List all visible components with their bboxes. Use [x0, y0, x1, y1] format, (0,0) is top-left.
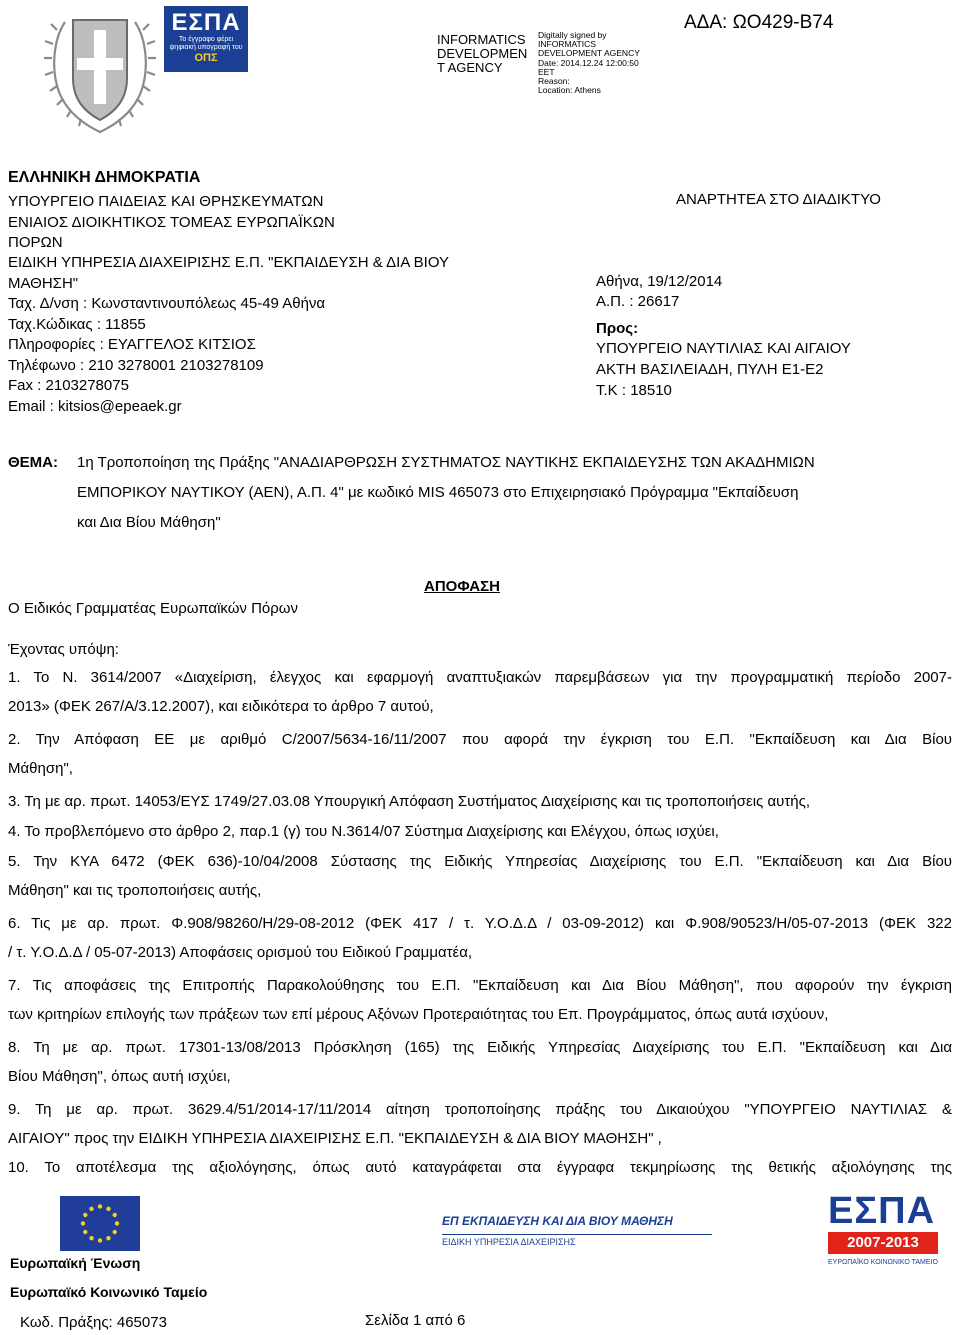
list-item-line: 10. Το αποτέλεσμα της αξιολόγησης, όπως αυτό καταγράφεται στα έγγραφα τεκμηρίωσης της θετικής αξιολόγησης της [8, 1159, 952, 1176]
protocol-number: Α.Π. : 26617 [596, 293, 680, 310]
decision-issuer: Ο Ειδικός Γραμματέας Ευρωπαϊκών Πόρων [8, 600, 299, 617]
sender-address: Ταχ. Δ/νση : Κωνσταντινουπόλεως 45-49 Αθήνα [8, 295, 326, 312]
espa-logo-sub: ΟΠΣ [194, 52, 218, 64]
project-code: Κωδ. Πράξης: 465073 [20, 1314, 167, 1331]
sender-line: ΕΝΙΑΙΟΣ ΔΙΟΙΚΗΤΙΚΟΣ ΤΟΜΕΑΣ ΕΥΡΩΠΑΪΚΩΝ [8, 214, 335, 231]
recipient-label: Προς: [596, 320, 639, 337]
sender-line: ΕΛΛΗΝΙΚΗ ΔΗΜΟΚΡΑΤΙΑ [8, 169, 201, 186]
list-item-line: 3. Τη με αρ. πρωτ. 14053/ΕΥΣ 1749/27.03.08 Υπουργική Απόφαση Συστήματος Διαχείρισης και τις τροποποιήσεις αυτής, [8, 793, 810, 810]
eu-star-icon [98, 1204, 102, 1208]
list-item-line: 1. Το Ν. 3614/2007 «Διαχείριση, έλεγχος και εφαρμογή αναπτυξιακών παρεμβάσεων για την προγραμματική περίοδο 2007- [8, 669, 952, 686]
list-item [8, 791, 952, 812]
signature-line: Reason: [538, 76, 570, 87]
recipient-line: ΥΠΟΥΡΓΕΙΟ ΝΑΥΤΙΛΙΑΣ ΚΑΙ ΑΙΓΑΙΟΥ [596, 340, 851, 357]
list-item-line: 8. Τη με αρ. πρωτ. 17301-13/08/2013 Πρόσκληση (165) της Ειδικής Υπηρεσίας Διαχείρισης του Ε.Π. "Εκπαίδευση και Δια [8, 1039, 952, 1056]
eu-star-icon [106, 1207, 110, 1211]
ada-code: ΑΔΑ: ΩΟ429-Β74 [684, 12, 834, 33]
list-item [8, 821, 952, 842]
greek-coat-of-arms-icon [25, 0, 175, 150]
subject-line: ΕΜΠΟΡΙΚΟΥ ΝΑΥΤΙΚΟΥ (ΑΕΝ), Α.Π. 4" με κωδικό MIS 465073 στο Επιχειρησιακό Πρόγραμμα "Εκπαίδευση [77, 484, 799, 501]
eu-star-icon [115, 1221, 119, 1225]
recipient-line: ΑΚΤΗ ΒΑΣΙΛΕΙΑΔΗ, ΠΥΛΗ Ε1-Ε2 [596, 361, 824, 378]
list-item-line: Μάθηση", [8, 760, 73, 777]
list-item-line: 2013» (ΦΕΚ 267/Α/3.12.2007), και ειδικότερα το άρθρο 7 αυτού, [8, 698, 434, 715]
sender-contact-person: Πληροφορίες : ΕΥΑΓΓΕΛΟΣ ΚΙΤΣΙΟΣ [8, 336, 256, 353]
signature-line: Date: 2014.12.24 12:00:50 [538, 57, 639, 68]
subject-label: ΘΕΜΑ: [8, 454, 58, 471]
eu-star-icon [83, 1213, 87, 1217]
eu-star-icon [83, 1230, 87, 1234]
list-item [8, 913, 952, 963]
eu-star-icon [98, 1238, 102, 1242]
subject-line: και Δια Βίου Μάθηση" [77, 514, 221, 531]
sender-postal-code: Ταχ.Κώδικας : 11855 [8, 316, 146, 333]
document-date: Αθήνα, 19/12/2014 [596, 273, 723, 290]
espa-ops-logo [164, 6, 248, 72]
signer-name [437, 33, 527, 75]
list-item [8, 851, 952, 901]
list-item-line: 9. Τη με αρ. πρωτ. 3629.4/51/2014-17/11/2014 αίτηση τροποποίησης πράξης του Δικαιούχου "ΥΠΟΥΡΓΕΙΟ ΝΑΥΤΙΛΙΑΣ & [8, 1101, 952, 1118]
eu-star-icon [106, 1236, 110, 1240]
page-number: Σελίδα 1 από 6 [365, 1312, 466, 1329]
sender-line: ΕΙΔΙΚΗ ΥΠΗΡΕΣΙΑ ΔΙΑΧΕΙΡΙΣΗΣ Ε.Π. "ΕΚΠΑΙΔΕΥΣΗ & ΔΙΑ ΒΙΟΥ [8, 254, 450, 271]
subject-line: 1η Τροποποίηση της Πράξης "ΑΝΑΔΙΑΡΘΡΩΣΗ ΣΥΣΤΗΜΑΤΟΣ ΝΑΥΤΙΚΗΣ ΕΚΠΑΙΔΕΥΣΗΣ ΤΩΝ ΑΚΑΔΗΜΙΩΝ [77, 454, 815, 471]
decision-title: ΑΠΟΦΑΣΗ [424, 578, 500, 595]
sender-fax: Fax : 2103278075 [8, 377, 129, 394]
signature-line: INFORMATICS [538, 39, 596, 50]
posting-note: ΑΝΑΡΤΗΤΕΑ ΣΤΟ ΔΙΑΔΙΚΤΥΟ [676, 191, 881, 208]
sender-email: Email : kitsios@epeaek.gr [8, 398, 182, 415]
espa-logo-bottom [828, 1190, 946, 1286]
list-item-line: Μάθηση" και τις τροποποιήσεις αυτής, [8, 882, 262, 899]
list-item [8, 729, 952, 779]
signer-name-line: DEVELOPMEN [437, 46, 528, 61]
esf-label: Ευρωπαϊκό Κοινωνικό Ταμείο [10, 1284, 208, 1300]
list-item [8, 1037, 952, 1087]
eu-star-icon [89, 1236, 93, 1240]
list-item-line: / τ. Υ.Ο.Δ.Δ / 05-07-2013) Αποφάσεις ορισμού του Ειδικού Γραμματέα, [8, 944, 473, 961]
list-item-line: των κριτηρίων επιλογής των πράξεων των επί μέρους Αξόνων Προτεραιότητας του Επ. Προγράμματος, όπως αυτά ισχύουν, [8, 1006, 829, 1023]
program-logo-text: ΕΠ ΕΚΠΑΙΔΕΥΣΗ ΚΑΙ ΔΙΑ ΒΙΟΥ ΜΑΘΗΣΗ [442, 1214, 673, 1228]
sender-line: ΜΑΘΗΣΗ" [8, 275, 79, 292]
list-item [8, 975, 952, 1025]
sender-line: ΥΠΟΥΡΓΕΙΟ ΠΑΙΔΕΙΑΣ ΚΑΙ ΘΡΗΣΚΕΥΜΑΤΩΝ [8, 193, 324, 210]
digital-signature-block [538, 31, 640, 95]
sender-line: ΠΟΡΩΝ [8, 234, 63, 251]
list-item-line: Βίου Μάθηση", όπως αυτή ισχύει, [8, 1068, 231, 1085]
espa-logo-caption: Το έγγραφο φέρει ψηφιακή υπογραφή του [169, 36, 243, 51]
eu-label: Ευρωπαϊκή Ένωση [10, 1255, 141, 1271]
list-item [8, 667, 952, 717]
list-item-line: 2. Την Απόφαση ΕΕ με αριθμό C/2007/5634-16/11/2007 που αφορά την έγκριση του Ε.Π. "Εκπαίδευση και Δια Βίου [8, 731, 952, 748]
espa-bottom-caption: ΕΥΡΩΠΑΪΚΟ ΚΟΙΝΩΝΙΚΟ ΤΑΜΕΙΟ [828, 1259, 938, 1266]
espa-bottom-text: ΕΣΠΑ [828, 1190, 936, 1232]
eu-star-icon [113, 1230, 117, 1234]
signer-name-line: T AGENCY [437, 60, 503, 75]
eu-star-icon [89, 1207, 93, 1211]
signer-name-line: INFORMATICS [437, 32, 526, 47]
list-item-line: 7. Τις αποφάσεις της Επιτροπής Παρακολούθησης του Ε.Π. "Εκπαίδευση και Δια Βίου Μάθηση", που αφορούν την έγκριση [8, 977, 952, 994]
list-item [8, 1099, 952, 1149]
recipient-line: Τ.Κ : 18510 [596, 382, 672, 399]
list-item-line: 5. Την ΚΥΑ 6472 (ΦΕΚ 636)-10/04/2008 Σύστασης της Ειδικής Υπηρεσίας Διαχείρισης του Ε.Π. "Εκπαίδευση και Δια Βίου [8, 853, 952, 870]
eu-star-icon [81, 1221, 85, 1225]
signature-line: Digitally signed by [538, 30, 607, 40]
signature-line: Location: Athens [538, 85, 601, 96]
list-item-line: 4. Το προβλεπόμενο στο άρθρο 2, παρ.1 (γ) του Ν.3614/07 Σύστημα Διαχείρισης και Ελέγχου, όπως ισχύει, [8, 823, 719, 840]
signature-line: DEVELOPMENT AGENCY [538, 48, 640, 59]
eu-flag-icon [60, 1196, 140, 1251]
list-item-line: 6. Τις με αρ. πρωτ. Φ.908/98260/Η/29-08-2012 (ΦΕΚ 417 / τ. Υ.Ο.Δ.Δ / 03-09-2012) και Φ.908/90523/Η/05-07-2013 (ΦΕΚ 322 [8, 915, 952, 932]
program-logo [442, 1206, 712, 1256]
espa-logo-text: ΕΣΠΑ [171, 9, 241, 36]
list-item-line: ΑΙΓΑΙΟΥ" προς την ΕΙΔΙΚΗ ΥΠΗΡΕΣΙΑ ΔΙΑΧΕΙΡΙΣΗΣ Ε.Π. "ΕΚΠΑΙΔΕΥΣΗ & ΔΙΑ ΒΙΟΥ ΜΑΘΗΣΗ" , [8, 1130, 662, 1147]
espa-bottom-years: 2007-2013 [828, 1232, 938, 1254]
eu-star-icon [113, 1213, 117, 1217]
signature-line: EET [538, 66, 555, 77]
list-item [8, 1157, 952, 1178]
considering-heading: Έχοντας υπόψη: [8, 641, 119, 658]
program-logo-sub: ΕΙΔΙΚΗ ΥΠΗΡΕΣΙΑ ΔΙΑΧΕΙΡΙΣΗΣ [442, 1234, 712, 1247]
sender-phone: Τηλέφωνο : 210 3278001 2103278109 [8, 357, 264, 374]
